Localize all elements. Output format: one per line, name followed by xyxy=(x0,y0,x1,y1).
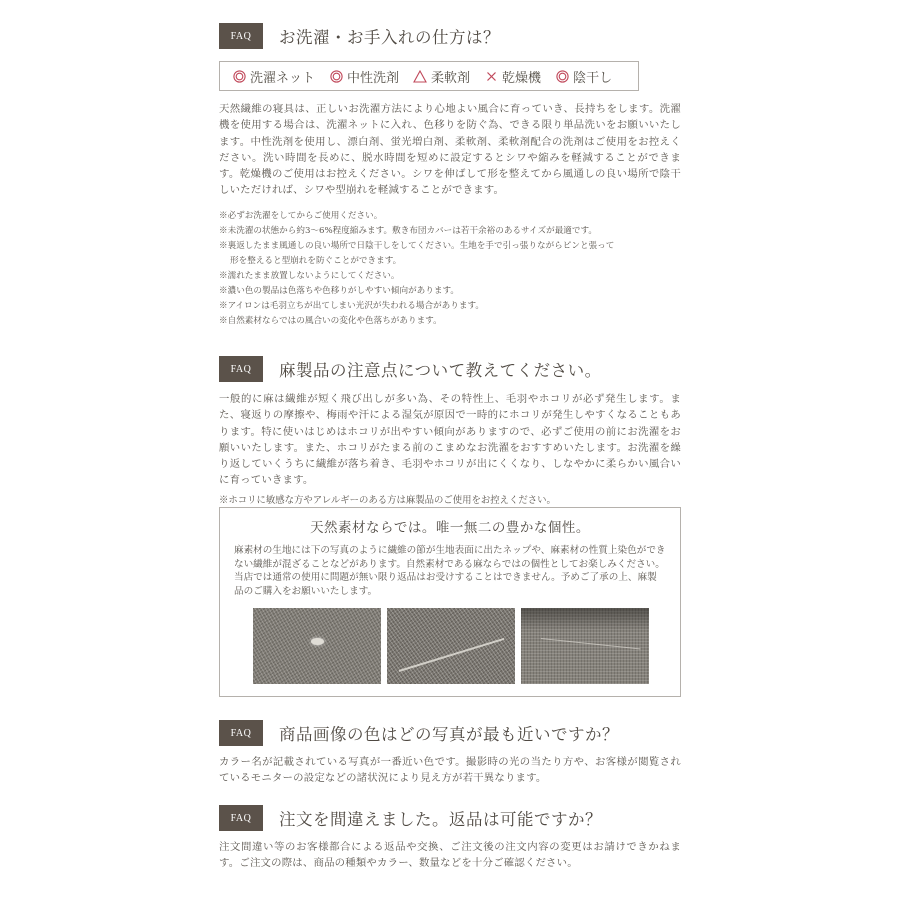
faq-section-care xyxy=(219,22,681,329)
faq-title: 麻製品の注意点について教えてください。 xyxy=(279,361,602,380)
feature-text: 麻素材の生地には下の写真のように繊維の節が生地表面に出たネップや、麻素材の性質上染色ができない繊維が混ざることなどがあります。自然素材である麻ならではの個性としてお楽しみください。当店では通常の使用に問題が無い限り返品はお受けすることはできません。予めご了承の上、麻製品のご購入をお願いいたします。 xyxy=(234,545,666,597)
faq-header xyxy=(219,22,681,50)
care-item-shade-dry xyxy=(555,67,612,86)
faq-header xyxy=(219,804,681,832)
faq-section-returns xyxy=(219,804,681,872)
care-item-label: 陰干し xyxy=(573,70,613,86)
note-item: ※濡れたまま放置しないようにしてください。 xyxy=(219,270,400,281)
double-circle-icon xyxy=(232,69,246,83)
faq-badge: FAQ xyxy=(219,23,263,49)
faq-title: お洗濯・お手入れの仕方は？ xyxy=(279,28,500,47)
faq-header xyxy=(219,355,681,383)
faq-answer-text: 天然繊維の寝具は、正しいお洗濯方法により心地よい風合に育っていき、長持ちをします。洗濯機を使用する場合は、洗濯ネットに入れ、色移りを防ぐ為、できる限り単品洗いをお願いいたします。中性洗剤を使用し、漂白剤、蛍光増白剤、柔軟剤、柔軟剤配合の洗剤はご使用をお控えください。洗い時間を長めに、脱水時間を短めに設定するとシワや縮みを軽減することができます。乾燥機のご使用はお控えください。シワを伸ばして形を整えてから風通しの良い場所で陰干しいただければ、シワや型崩れを軽減することができます。 xyxy=(219,103,681,197)
care-item-neutral-detergent xyxy=(329,67,399,86)
faq-header xyxy=(219,719,681,747)
note-item: ※必ずお洗濯をしてからご使用ください。 xyxy=(219,210,383,221)
linen-feature-box xyxy=(219,507,681,697)
note-item: ※未洗濯の状態から約3～6%程度縮みます。敷き布団カバーは若干余裕のあるサイズが最適です。 xyxy=(219,225,597,236)
faq-title: 商品画像の色はどの写真が最も近いですか？ xyxy=(279,725,619,744)
faq-badge: FAQ xyxy=(219,356,263,382)
fabric-photo-fiber xyxy=(387,608,515,684)
fiber-highlight xyxy=(541,638,641,649)
cross-icon xyxy=(484,69,498,83)
faq-answer-text: 注文間違い等のお客様都合による返品や交換、ご注文後の注文内容の変更はお請けできかねます。ご注文の際は、商品の種類やカラー、数量などを十分ご確認ください。 xyxy=(219,841,681,870)
note-item: ※アイロンは毛羽立ちが出てしまい光沢が失われる場合があります。 xyxy=(219,300,484,311)
care-item-label: 洗濯ネット xyxy=(250,70,316,86)
note-item: ※自然素材ならではの風合いの変化や色落ちがあります。 xyxy=(219,315,442,326)
triangle-icon xyxy=(413,69,427,83)
care-item-label: 乾燥機 xyxy=(502,70,542,86)
note-item: ※濃い色の製品は色落ちや色移りがしやすい傾向があります。 xyxy=(219,285,459,296)
double-circle-icon xyxy=(555,69,569,83)
note-item: ※ホコリに敏感な方やアレルギーのある方は麻製品のご使用をお控えください。 xyxy=(219,494,556,506)
faq-answer-text: カラー名が記載されている写真が一番近い色です。撮影時の光の当たり方や、お客様が閲覧されているモニターの設定などの諸状況により見え方が若干異なります。 xyxy=(219,756,681,785)
fiber-highlight xyxy=(399,638,505,672)
nep-highlight xyxy=(311,638,324,645)
care-item-laundry-net xyxy=(232,67,315,86)
faq-answer-text: 一般的に麻は繊維が短く飛び出しが多い為、その特性上、毛羽やホコリが必ず発生します。また、寝返りの摩擦や、梅雨や汗による湿気が原因で一時的にホコリが発生しやすくなることもあります。特に使いはじめはホコリが出やすい傾向がありますので、必ずご使用の前にお洗濯をお願いいたします。また、ホコリがたまる前のこまめなお洗濯をおすすめいたします。お洗濯を繰り返していくうちに繊維が落ち着き、毛羽やホコリが出にくくなり、しなやかに柔らかい風合いに育っていきます。 xyxy=(219,393,681,487)
fabric-photos xyxy=(253,608,649,684)
care-item-label: 中性洗剤 xyxy=(347,70,400,86)
faq-title: 注文を間違えました。返品は可能ですか？ xyxy=(279,810,602,829)
care-item-label: 柔軟剤 xyxy=(431,70,471,86)
note-item: ※裏返したまま風通しの良い場所で日陰干しをしてください。生地を手で引っ張りながらピンと張って xyxy=(219,240,615,251)
care-item-dryer xyxy=(484,67,541,86)
fabric-photo-shading xyxy=(521,608,649,684)
care-item-softener xyxy=(413,67,470,86)
faq-badge: FAQ xyxy=(219,720,263,746)
care-notes-list xyxy=(219,209,681,329)
feature-title: 天然素材ならでは。唯一無二の豊かな個性。 xyxy=(310,520,590,536)
note-item-continuation: 形を整えると型崩れを防ぐことができます。 xyxy=(230,255,402,266)
double-circle-icon xyxy=(329,69,343,83)
faq-section-linen xyxy=(219,355,681,508)
fabric-photo-nep xyxy=(253,608,381,684)
faq-section-color xyxy=(219,719,681,787)
care-symbols-box xyxy=(219,61,639,91)
faq-badge: FAQ xyxy=(219,805,263,831)
